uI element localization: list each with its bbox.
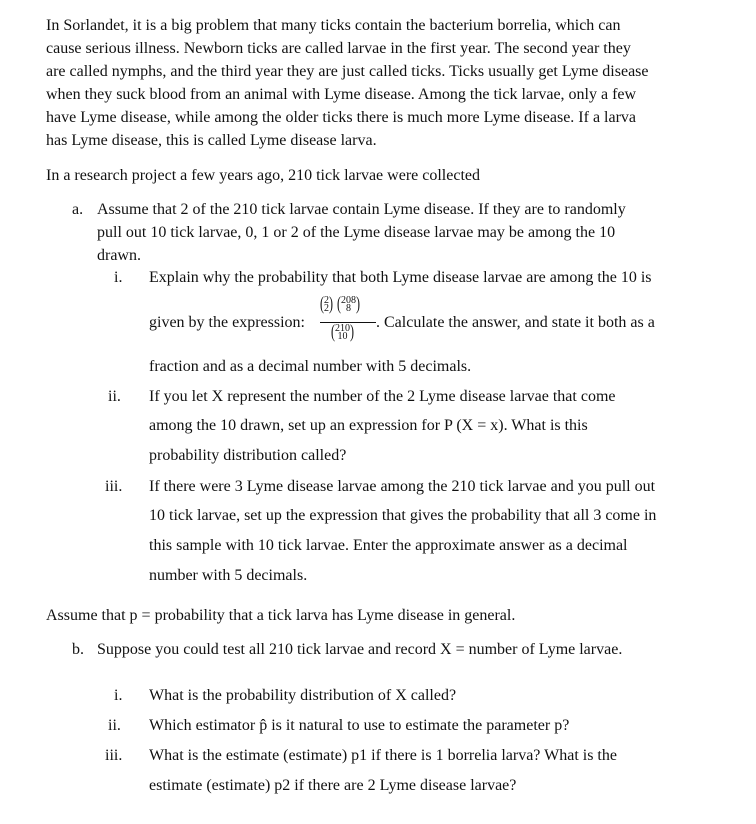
denominator-binom: ( 210 10 ) (331, 320, 354, 343)
part-a-ii-label: ii. (108, 388, 121, 405)
part-a-line-2: pull out 10 tick larvae, 0, 1 or 2 of the Lyme disease larvae may be among the 10 (97, 224, 616, 241)
part-b-iii-line-2: estimate (estimate) p2 if there are 2 Lyme disease larvae? (149, 777, 517, 794)
part-a-iii-label: iii. (105, 478, 123, 495)
part-a-i-line-3: fraction and as a decimal number with 5 decimals. (149, 358, 472, 375)
intro-line-4: when they suck blood from an animal with Lyme disease. Among the tick larvae, only a few (46, 86, 637, 103)
part-a-iii-line-4: number with 5 decimals. (149, 567, 308, 584)
part-b-iii-line-1: What is the estimate (estimate) p1 if there is 1 borrelia larva? What is the (149, 747, 617, 764)
part-a-i-line-1: Explain why the probability that both Lyme disease larvae are among the 10 is (149, 269, 652, 286)
intro-line-6: has Lyme disease, this is called Lyme disease larva. (46, 132, 377, 149)
part-b-ii-label: ii. (108, 717, 121, 734)
part-a-line-3: drawn. (97, 247, 141, 264)
part-a-i-label: i. (114, 269, 123, 286)
part-a-iii-line-1: If there were 3 Lyme disease larvae among the 210 tick larvae and you pull out (149, 478, 656, 495)
part-b-iii-label: iii. (105, 747, 123, 764)
assume-p-statement: Assume that p = probability that a tick larva has Lyme disease in general. (46, 607, 516, 624)
part-b-line: Suppose you could test all 210 tick larvae and record X = number of Lyme larvae. (97, 641, 623, 658)
intro-line-5: have Lyme disease, while among the older ticks there is much more Lyme disease. If a larva (46, 109, 637, 126)
part-a-ii-line-3: probability distribution called? (149, 447, 347, 464)
part-b-i-text: What is the probability distribution of X called? (149, 687, 457, 704)
part-a-iii-line-3: this sample with 10 tick larvae. Enter the approximate answer as a decimal (149, 537, 628, 554)
part-a-ii-line-1: If you let X represent the number of the 2 Lyme disease larvae that come (149, 388, 616, 405)
intro-line-2: cause serious illness. Newborn ticks are called larvae in the first year. The second year they (46, 40, 631, 57)
part-b-i-label: i. (114, 687, 123, 704)
numerator-binom-2: ( 208 8 ) (337, 292, 360, 315)
research-statement: In a research project a few years ago, 210 tick larvae were collected (46, 167, 480, 184)
part-b-label: b. (72, 641, 84, 658)
part-a-label: a. (72, 201, 84, 218)
intro-line-1: In Sorlandet, it is a big problem that many ticks contain the bacterium borrelia, which can (46, 17, 621, 34)
intro-line-3: are called nymphs, and the third year they are just called ticks. Ticks usually get Lyme disease (46, 63, 649, 80)
numerator-binom-1: ( 2 2 ) (320, 292, 333, 315)
part-a-i-given-prefix: given by the expression: (149, 314, 305, 331)
part-a-iii-line-2: 10 tick larvae, set up the expression that gives the probability that all 3 come in (149, 507, 657, 524)
part-a-line-1: Assume that 2 of the 210 tick larvae contain Lyme disease. If they are to randomly (97, 201, 626, 218)
part-a-ii-line-2: among the 10 drawn, set up an expression for P (X = x). What is this (149, 417, 588, 434)
part-a-i-given-suffix: . Calculate the answer, and state it both as a (376, 314, 655, 331)
part-b-ii-text: Which estimator p̂ is it natural to use to estimate the parameter p? (149, 717, 570, 734)
